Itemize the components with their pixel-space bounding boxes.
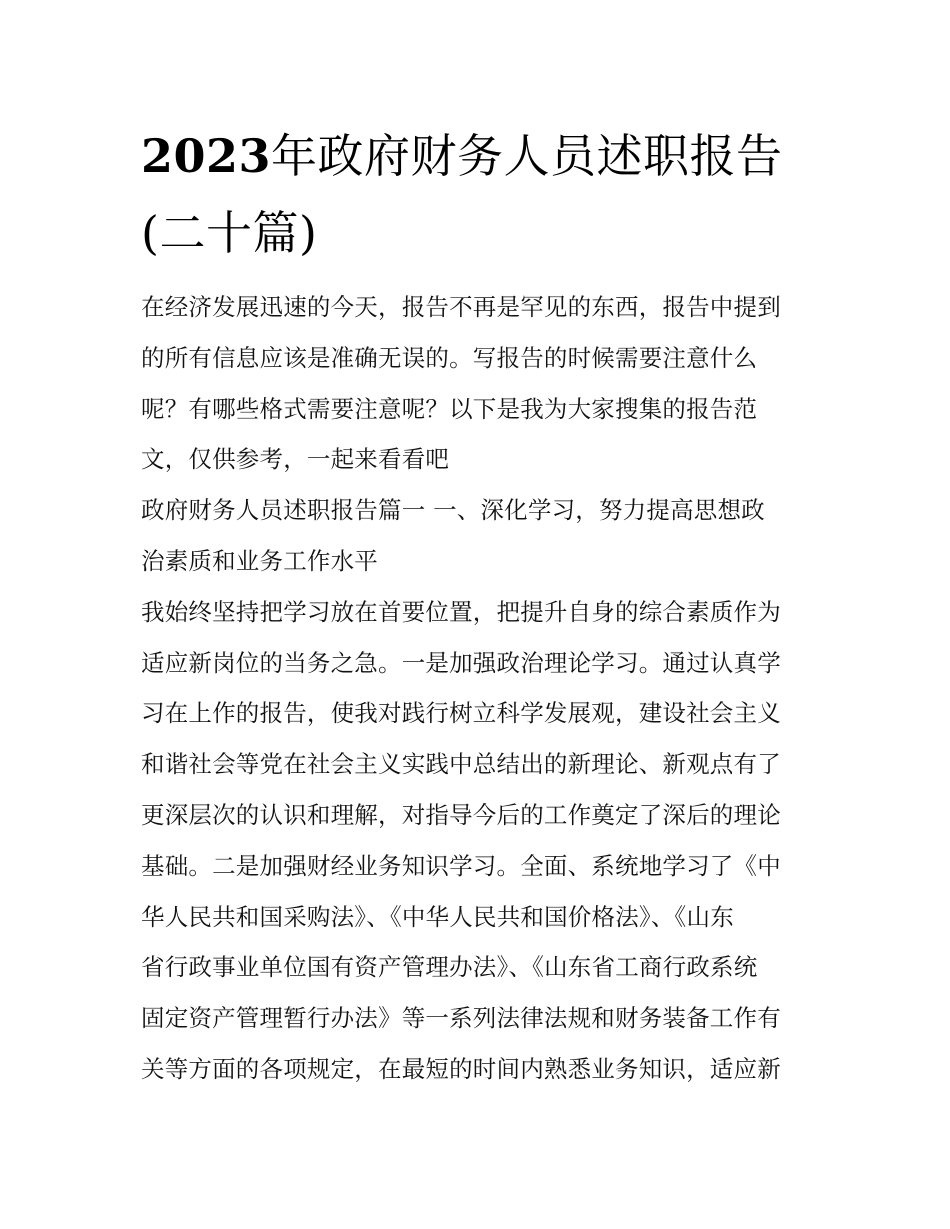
document-title <box>141 118 821 272</box>
document-body <box>141 282 821 1095</box>
paragraph-line: 固定资产管理暂行办法》等一系列法律法规和财务装备工作有 <box>141 1004 781 1033</box>
paragraph-line: 呢？有哪些格式需要注意呢？以下是我为大家搜集的报告范 <box>141 394 758 423</box>
paragraph-line: 文，仅供参考，一起来看看吧 <box>141 445 450 474</box>
paragraph-line: 更深层次的认识和理解，对指导今后的工作奠定了深后的理论 <box>141 800 781 829</box>
document-content <box>141 118 821 1095</box>
title-year: 2023 <box>141 129 272 183</box>
section-heading-line: 政府财务人员述职报告篇一 一、深化学习，努力提高思想政 <box>141 496 765 525</box>
title-line-2 <box>141 195 821 272</box>
paragraph-line: 省行政事业单位国有资产管理办法》、《山东省工商行政系统 <box>141 953 758 982</box>
paragraph-line: 适应新岗位的当务之急。一是加强政治理论学习。通过认真学 <box>141 648 781 677</box>
paragraph-line: 我始终坚持把学习放在首要位置，把提升自身的综合素质作为 <box>141 597 781 626</box>
paragraph-line: 关等方面的各项规定，在最短的时间内熟悉业务知识，适应新 <box>141 1054 781 1083</box>
section-heading-line: 治素质和业务工作水平 <box>141 546 378 575</box>
paragraph-line: 习在上作的报告，使我对践行树立科学发展观，建设社会主义 <box>141 699 781 728</box>
title-text-2: (二十篇) <box>141 206 318 260</box>
paragraph-line: 基础。二是加强财经业务知识学习。全面、系统地学习了《中 <box>141 851 781 880</box>
paragraph-line: 的所有信息应该是准确无误的。写报告的时候需要注意什么 <box>141 343 758 372</box>
title-line-1 <box>141 118 821 195</box>
paragraph-line: 和谐社会等党在社会主义实践中总结出的新理论、新观点有了 <box>141 750 781 779</box>
title-text-1: 年政府财务人员述职报告 <box>271 129 783 183</box>
paragraph-line: 华人民共和国采购法》、《中华人民共和国价格法》、《山东 <box>141 902 734 931</box>
paragraph-line: 在经济发展迅速的今天，报告不再是罕见的东西，报告中提到 <box>141 293 781 321</box>
